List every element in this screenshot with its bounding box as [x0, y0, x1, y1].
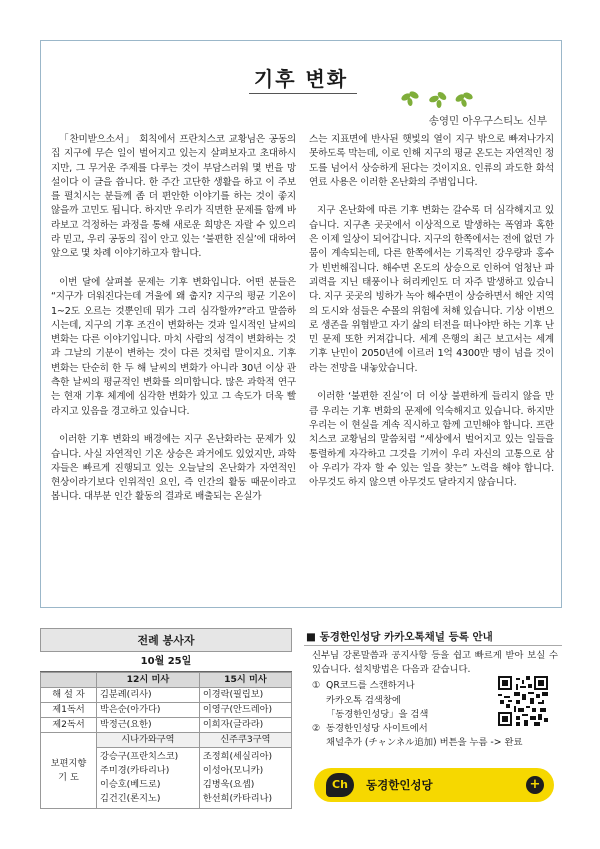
- paragraph: 이러한 ‘불편한 진실’이 더 이상 불편하게 들리지 않을 만큼 우리는 기후 변화의 문제에 익숙해지고 있습니다. 하지만 우리는 이 현실을 계속 직시하고 함께 고민해야 합니다. 프란치스코 교황님의 말씀처럼 “세상에서 벌어지고 있는 일들을 통렬하게 자각하고 그것을 기꺼이 우리 자신의 고통으로 삼아 우리가 각자 할 수 있는 일을 찾는” 노력을 해야 합니다. 아무것도 하지 않으면 아무것도 달라지지 않습니다.: [309, 391, 554, 489]
- duty-title: 전례 봉사자: [40, 628, 292, 652]
- kakao-notice-title: ■ 동경한인성당 카카오톡채널 등록 안내: [304, 628, 562, 646]
- role-cell: 제2독서: [41, 718, 97, 733]
- paragraph: 이번 달에 살펴볼 문제는 기후 변화입니다. 어떤 분들은 “지구가 더워진다는데 겨울에 왜 춥지? 지구의 평균 기온이 1~2도 오르는 것뿐인데 뭐가 그리 심각할까?”라고 말씀하시는데, 지구의 기후 조건이 변화하는 것과 일시적인 날씨의 변화는 다른 이야기입니다. 마치 사람의 성격이 변화하는 것과 그날의 기분이 변하는 것이 다른 것처럼 말이지요. 기후 변화는 단순히 한 두 해 날씨의 변화가 아니라 30년 이상 관측한 날씨의 평균적인 변화를 의미합니다. 많은 과학적 연구는 현재 기후 체계에 심각한 변화가 있고 그 속도가 더욱 빨라지고 있음을 경고하고 있습니다.: [51, 276, 296, 417]
- corner-cell: [41, 673, 97, 688]
- title-underline: [249, 93, 357, 94]
- paragraph: 지구 온난화에 따른 기후 변화는 갈수록 더 심각해지고 있습니다. 지구촌 곳곳에서 이상적으로 발생하는 폭염과 혹한은 이제 일상이 되어갑니다. 지구의 한쪽에서는 전에 없던 가뭄이 계속되는데, 다른 한쪽에서는 기록적인 강우량과 홍수가 빈번해집니다. 해수면 온도의 상승으로 인하여 엄청난 파괴력을 지닌 태풍이나 허리케인도 더 자주 발생하고 있습니다. 지구 곳곳의 빙하가 녹아 해수면이 상승하면서 해안 지역의 도시와 섬들은 수몰의 위험에 처해 있습니다. 기상 이변으로 생존을 위협받고 자기 삶의 터전을 떠나야만 하는 기후 난민 문제 또한 커져갑니다. 세계 은행의 최근 보고서는 세계 기후 난민이 2050년에 이르러 1억 4300만 명이 넘을 것이라는 전망을 내놓았습니다.: [309, 205, 554, 374]
- prayer-group-cell: 신주쿠3구역: [199, 733, 291, 748]
- table-row: [41, 733, 292, 748]
- name-cell: 이영구(안드레아): [199, 703, 291, 718]
- kakao-channel-notice: [304, 628, 562, 792]
- prayer-names-12: 강승구(프란치스코) 주미경(카타리나) 이승호(베드로) 김건긴(론지노): [97, 748, 200, 809]
- article-column-right: [309, 133, 554, 490]
- article-author: 송영민 아우구스티노 신부: [428, 115, 547, 127]
- col-header-15: 15시 미사: [199, 673, 291, 688]
- name-cell: 김분례(리사): [97, 688, 200, 703]
- step-2: ② 동경한인성당 사이트에서 채널추가 (チャンネル追加) 버튼을 누름 -> 완료: [312, 722, 558, 750]
- table-row: [41, 688, 292, 703]
- role-cell: 제1독서: [41, 703, 97, 718]
- plus-icon[interactable]: +: [526, 776, 544, 794]
- step-number: ①: [312, 680, 321, 692]
- leaf-decoration-icon: [396, 87, 476, 111]
- name-cell: 이경락(필립보): [199, 688, 291, 703]
- article-title: 기후 변화: [253, 67, 349, 91]
- table-row: [41, 703, 292, 718]
- liturgy-duty-section: [40, 628, 292, 809]
- prayer-group-cell: 시나가와구역: [97, 733, 200, 748]
- duty-date: 10월 25일: [40, 652, 292, 672]
- step-number: ②: [312, 723, 321, 735]
- name-cell: 박은순(아가다): [97, 703, 200, 718]
- kakao-channel-icon: Ch: [326, 773, 354, 797]
- role-cell: 해 설 자: [41, 688, 97, 703]
- qr-code-icon[interactable]: [498, 676, 548, 726]
- paragraph: 스는 지표면에 반사된 햇빛의 열이 지구 밖으로 빠져나가지 못하도록 막는데, 이로 인해 지구의 평균 온도는 자연적인 정도를 넘어서 상승하게 된다는 것이지요. 인류의 과도한 화석 연료 사용은 이러한 온난화의 주범입니다.: [309, 134, 554, 188]
- name-cell: 이희자(글라라): [199, 718, 291, 733]
- kakao-intro: 신부님 강론말씀과 공지사항 등을 쉽고 빠르게 받아 보실 수 있습니다. 설치방법은 다음과 같습니다.: [312, 650, 558, 676]
- kakao-channel-add-button[interactable]: [314, 768, 554, 802]
- col-header-12: 12시 미사: [97, 673, 200, 688]
- prayer-names-15: 조정희(세실리아) 이성아(모니카) 김병욱(요셉) 한선희(카타리나): [199, 748, 291, 809]
- channel-name: 동경한인성당: [366, 778, 433, 792]
- article-box: [40, 40, 562, 608]
- table-row: [41, 718, 292, 733]
- paragraph: 「찬미받으소서」 회칙에서 프란치스코 교황님은 공동의 집 지구에 무슨 일이 벌어지고 있는지 살펴보자고 초대하시지만, 그 무거운 주제를 다루는 것이 부담스러워 몇 번을 망설이다 이 글을 씁니다. 한 주간 고단한 생활을 하고 이 주보를 펼치시는 분들께 좀 더 편안한 이야기를 하는 것이 좋지 않을까 고민도 됩니다. 하지만 우리가 직면한 문제를 함께 바라보고 걱정하는 과정을 통해 새로운 희망은 자랄 수 있으리라 믿고, 우리 공동의 집이 안고 있는 ‘불편한 진실’에 대하여 앞으로 몇 차례 이야기하고자 합니다.: [51, 134, 296, 260]
- duty-table: [40, 672, 292, 809]
- prayer-role-cell: 보편지향 기 도: [41, 733, 97, 809]
- article-column-left: [51, 133, 296, 505]
- name-cell: 박정근(요한): [97, 718, 200, 733]
- step-1: ① QR코드를 스캔하거나 카카오톡 검색창에 「동경한인성당」을 검색: [312, 679, 558, 722]
- paragraph: 이러한 기후 변화의 배경에는 지구 온난화라는 문제가 있습니다. 사실 자연적인 기온 상승은 과거에도 있었지만, 과학자들은 빠르게 진행되고 있는 오늘날의 온난화가 자연적인 현상이라기보다 인위적인 요인, 즉 인간의 활동 때문이라고 봅니다. 대부분 인간 활동의 결과로 배출되는 온실가: [51, 434, 296, 503]
